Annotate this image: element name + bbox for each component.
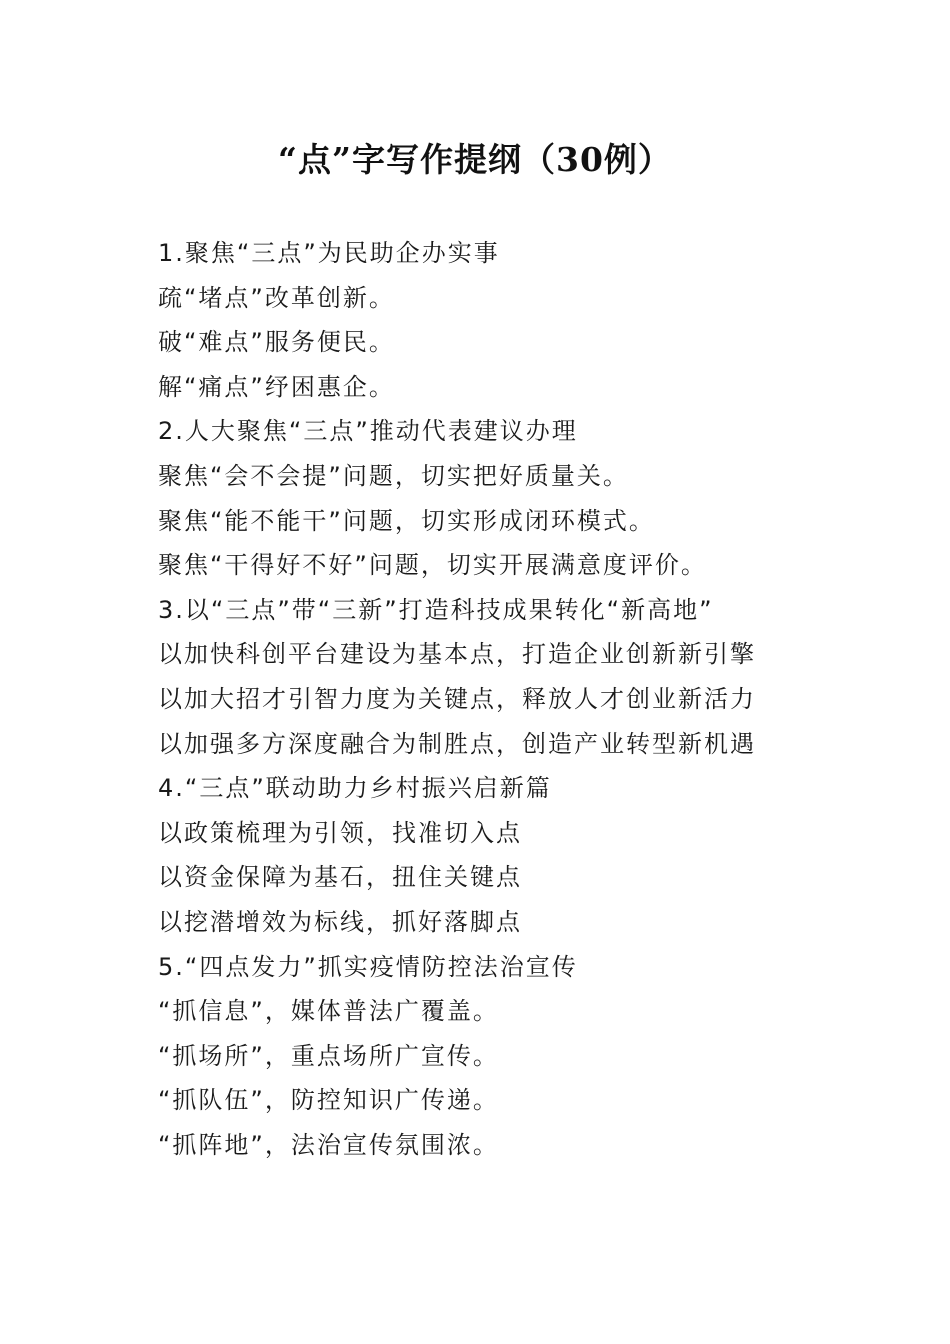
outline-line: “抓队伍”，防控知识广传递。 — [158, 1086, 499, 1115]
outline-line: 以资金保障为基石，扭住关键点 — [158, 863, 522, 892]
outline-body — [158, 231, 798, 1167]
outline-line: 以加强多方深度融合为制胜点，创造产业转型新机遇 — [158, 729, 756, 758]
outline-line: “抓信息”，媒体普法广覆盖。 — [158, 997, 499, 1026]
outline-line: 聚焦“干得好不好”问题，切实开展满意度评价。 — [158, 551, 707, 580]
outline-line: 以加快科创平台建设为基本点，打造企业创新新引擎 — [158, 640, 756, 669]
outline-heading-2: 2.人大聚焦“三点”推动代表建议办理 — [158, 417, 578, 446]
outline-line: 以政策梳理为引领，找准切入点 — [158, 818, 522, 847]
outline-line: 解“痛点”纾困惠企。 — [158, 372, 395, 401]
outline-line: “抓场所”，重点场所广宣传。 — [158, 1041, 499, 1070]
outline-line: “抓阵地”，法治宣传氛围浓。 — [158, 1130, 499, 1159]
outline-line: 疏“堵点”改革创新。 — [158, 283, 395, 312]
outline-line: 聚焦“会不会提”问题，切实把好质量关。 — [158, 461, 629, 490]
outline-line: 聚焦“能不能干”问题，切实形成闭环模式。 — [158, 506, 655, 535]
outline-heading-1: 1.聚焦“三点”为民助企办实事 — [158, 239, 500, 267]
outline-heading-5: 5.“四点发力”抓实疫情防控法治宣传 — [158, 952, 578, 981]
outline-heading-4: 4.“三点”联动助力乡村振兴启新篇 — [158, 774, 552, 803]
outline-line: 以挖潜增效为标线，抓好落脚点 — [158, 907, 522, 936]
outline-line: 破“难点”服务便民。 — [158, 328, 395, 357]
outline-heading-3: 3.以“三点”带“三新”打造科技成果转化“新高地” — [158, 595, 714, 624]
outline-line: 以加大招才引智力度为关键点，释放人才创业新活力 — [158, 684, 756, 713]
document-title: “点”字写作提纲（30例） — [278, 140, 672, 179]
